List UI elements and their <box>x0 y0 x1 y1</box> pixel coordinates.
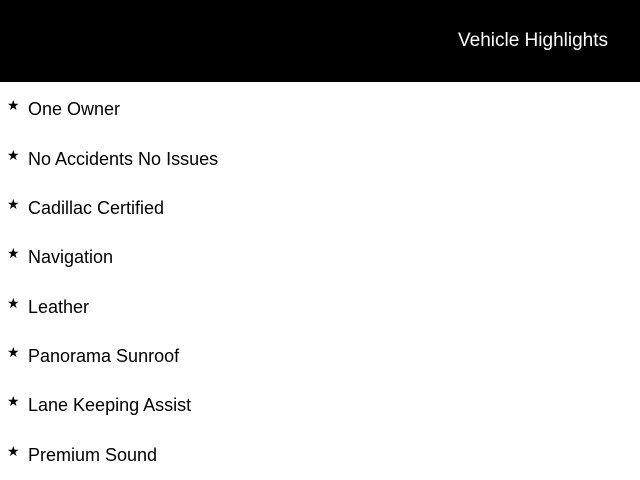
list-item <box>0 440 640 470</box>
star-icon: ★ <box>7 394 20 410</box>
highlight-label: One Owner <box>28 99 121 119</box>
list-item <box>0 292 640 322</box>
star-icon: ★ <box>7 148 20 164</box>
list-item <box>0 390 640 420</box>
star-icon: ★ <box>7 444 20 460</box>
highlight-label: Leather <box>28 297 90 317</box>
page-title: Vehicle Highlights <box>458 30 608 51</box>
header-bar <box>0 0 640 82</box>
star-icon: ★ <box>7 246 20 262</box>
highlight-label: Panorama Sunroof <box>28 346 180 366</box>
highlight-label: Lane Keeping Assist <box>28 395 192 415</box>
star-icon: ★ <box>7 345 20 361</box>
star-icon: ★ <box>7 296 20 312</box>
highlight-label: No Accidents No Issues <box>28 149 219 169</box>
list-item <box>0 193 640 223</box>
star-icon: ★ <box>7 197 20 213</box>
list-item <box>0 242 640 272</box>
highlight-label: Cadillac Certified <box>28 198 165 218</box>
list-item <box>0 94 640 124</box>
highlight-label: Premium Sound <box>28 445 158 465</box>
star-icon: ★ <box>7 98 20 114</box>
highlight-label: Navigation <box>28 247 114 267</box>
list-item <box>0 144 640 174</box>
list-item <box>0 341 640 371</box>
